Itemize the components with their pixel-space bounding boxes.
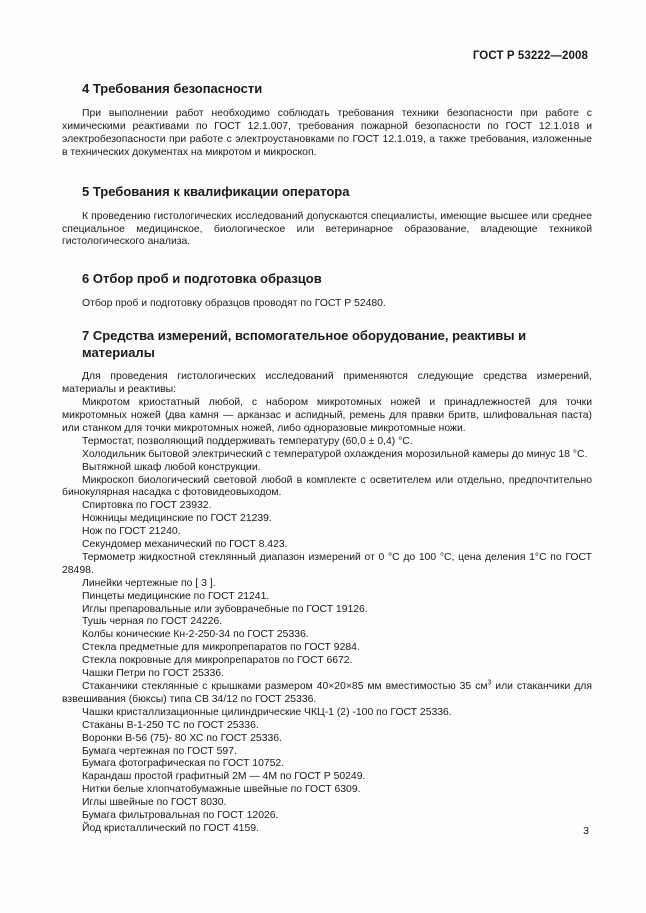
equipment-list <box>62 371 592 836</box>
list-item: Стекла предметные для микропрепаратов по ГОСТ 9284. <box>82 642 360 654</box>
list-item: Термометр жидкостной стеклянный диапазон измерений от 0 °С до 100 °С, цена деления 1°С по ГОСТ 28498. <box>62 551 592 576</box>
list-item: Холодильник бытовой электрический с температурой охлаждения морозильной камеры до минус 18 °С. <box>82 448 588 460</box>
list-item: Иглы швейные по ГОСТ 8030. <box>82 797 227 809</box>
list-item: Линейки чертежные по [ 3 ]. <box>82 577 216 589</box>
list-item: Вытяжной шкаф любой конструкции. <box>82 461 261 473</box>
list-item: Бумага фотографическая по ГОСТ 10752. <box>82 758 285 770</box>
list-item: Тушь черная по ГОСТ 24226. <box>82 616 223 628</box>
list-item: Спиртовка по ГОСТ 23932. <box>82 500 212 512</box>
list-item: Ножницы медицинские по ГОСТ 21239. <box>82 513 272 525</box>
section-5-text: К проведению гистологических исследований допускаются специалисты, имеющие высшее или среднее специальное медицинское, биологическое или ветеринарное образование, владеющие техникой гистологического анализа. <box>62 210 592 248</box>
list-item: Нож по ГОСТ 21240. <box>82 526 181 538</box>
list-item: Секундомер механический по ГОСТ 8.423. <box>82 539 288 551</box>
beakers-text-a: Стаканчики стеклянные с крышками размером 40×20×85 мм вместимостью 35 см <box>82 681 488 692</box>
list-item: Чашки кристаллизационные цилиндрические ЧКЦ-1 (2) -100 по ГОСТ 25336. <box>82 706 452 718</box>
list-item: Микротом криостатный любой, с набором микротомных ножей и принадлежностей для точки микротомных ножей (два камня — арканзас и аспидный, ремень для правки бритв, шлифовальная паста) или станком для точки микротомных ножей, либо одноразовые микротомные ножи. <box>62 397 592 434</box>
list-item: Иглы препаровальные или зубоврачебные по ГОСТ 19126. <box>82 603 368 615</box>
list-item: Бумага фильтровальная по ГОСТ 12026. <box>82 810 279 822</box>
list-item: Пинцеты медицинские по ГОСТ 21241. <box>82 590 270 602</box>
list-item: Стаканы В-1-250 ТС по ГОСТ 25336. <box>82 719 259 731</box>
list-item: Бумага чертежная по ГОСТ 597. <box>82 745 237 757</box>
list-item-beakers <box>62 681 592 707</box>
section-6-heading: 6 Отбор проб и подготовка образцов <box>82 271 322 287</box>
page-number: 3 <box>583 825 589 837</box>
list-item: Термостат, позволяющий поддерживать температуру (60,0 ± 0,4) °С. <box>82 435 413 447</box>
beakers-text-b: или стаканчики для взвешивания (бюксы) типа СВ 34/12 по ГОСТ 25336. <box>62 681 592 705</box>
standard-header: ГОСТ Р 53222—2008 <box>472 50 588 62</box>
list-item: Воронки В-56 (75)- 80 ХС по ГОСТ 25336. <box>82 732 282 744</box>
section-7-intro: Для проведения гистологических исследований применяются следующие средства измерений, материалы и реактивы: <box>62 371 592 396</box>
section-4-heading: 4 Требования безопасности <box>82 81 263 96</box>
page-content <box>62 78 592 836</box>
list-item: Йод кристаллический по ГОСТ 4159. <box>82 822 259 834</box>
list-item: Чашки Петри по ГОСТ 25336. <box>82 668 224 680</box>
list-item: Нитки белые хлопчатобумажные швейные по ГОСТ 6309. <box>82 784 361 796</box>
section-4-text: При выполнении работ необходимо соблюдать требования техники безопасности при работе с химическими реактивами по ГОСТ 12.1.007, требования пожарной безопасности по ГОСТ 12.1.018 и электробезопасности при работе с электроустановками по ГОСТ 12.1.019, а также требования, изложенные в технических документах на микротом и микроскоп. <box>62 108 592 158</box>
list-item: Микроскоп биологический световой любой в комплекте с осветителем или отдельно, предпочтительно бинокулярная насадка с фотовидеовыходом. <box>62 474 592 499</box>
section-5-heading: 5 Требования к квалификации оператора <box>82 183 350 199</box>
list-item: Стекла покровные для микропрепаратов по ГОСТ 6672. <box>82 655 353 667</box>
list-item: Карандаш простой графитный 2М — 4М по ГОСТ Р 50249. <box>82 771 366 783</box>
beakers-unit-superscript: 3 <box>487 679 492 687</box>
section-6-text: Отбор проб и подготовку образцов проводят по ГОСТ Р 52480. <box>82 298 386 310</box>
list-item: Колбы конические Кн-2-250-34 по ГОСТ 25336. <box>82 629 309 641</box>
section-7-heading: 7 Средства измерений, вспомогательное оборудование, реактивы и материалы <box>82 328 527 361</box>
